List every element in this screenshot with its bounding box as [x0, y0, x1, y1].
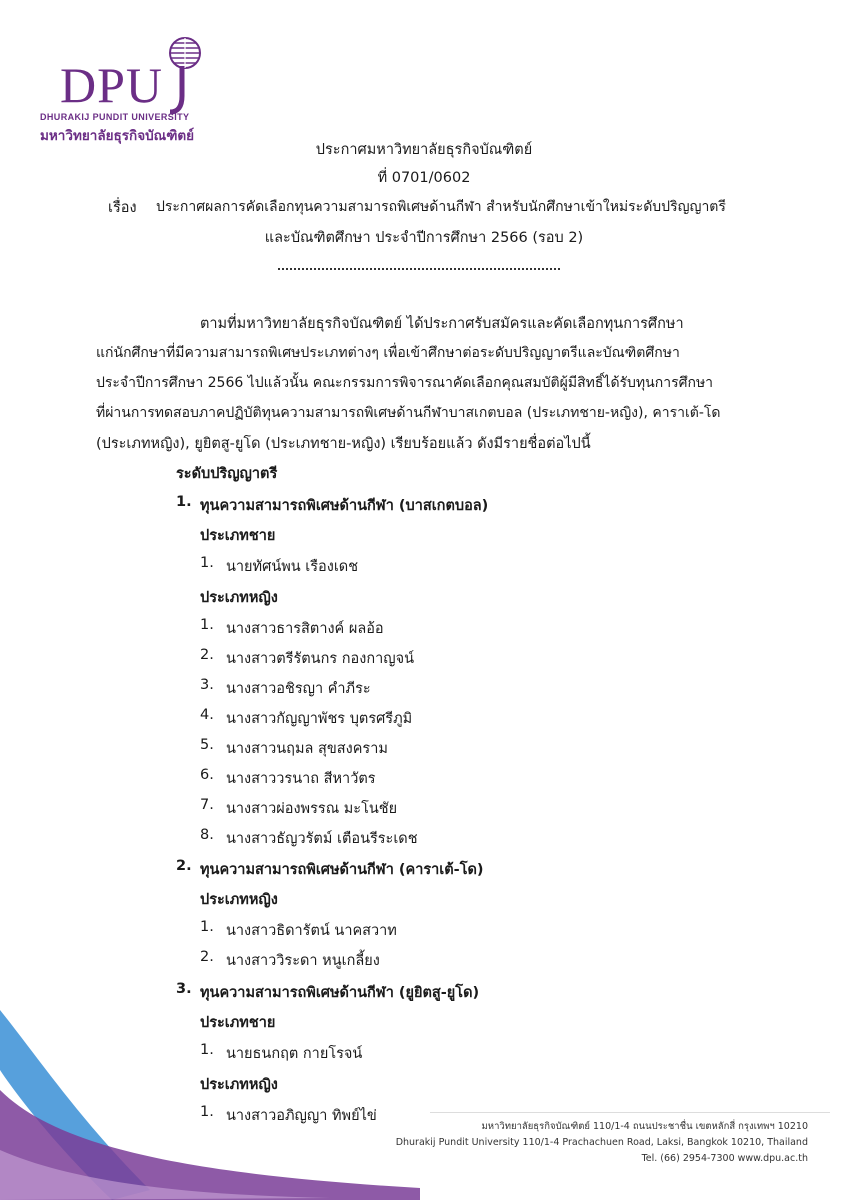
list-number: 5. — [200, 737, 214, 753]
subject-label: เรื่อง — [108, 200, 137, 216]
list-number: 1. — [200, 1042, 214, 1058]
body-line-3: ประจำปีการศึกษา 2566 ไปแล้วนั้น คณะกรรมการพิจารณาคัดเลือกคุณสมบัติผู้มีสิทธิ์ได้รับทุนการศึกษา — [96, 375, 714, 391]
footer-address-english: Dhurakij Pundit University 110/1-4 Prachachuen Road, Laksi, Bangkok 10210, Thailand — [395, 1137, 808, 1148]
section-3-female-label: ประเภทหญิง — [200, 1077, 278, 1093]
body-line-1: ตามที่มหาวิทยาลัยธุรกิจบัณฑิตย์ ได้ประกาศรับสมัครและคัดเลือกทุนการศึกษา — [200, 316, 684, 332]
list-item: นางสาวผ่องพรรณ มะโนชัย — [226, 801, 398, 817]
list-item: นางสาวอชิรญา คำภีระ — [226, 681, 371, 697]
subject-line-1: ประกาศผลการคัดเลือกทุนความสามารถพิเศษด้านกีฬา สำหรับนักศึกษาเข้าใหม่ระดับปริญญาตรี — [156, 199, 726, 215]
list-number: 2. — [200, 949, 214, 965]
section-1-male-label: ประเภทชาย — [200, 528, 276, 544]
list-item: นางสาวธัญวรัตม์ เตือนรีระเดช — [226, 831, 418, 847]
list-item: นางสาววรนาถ สีหาวัตร — [226, 771, 376, 787]
list-number: 2. — [200, 647, 214, 663]
list-item: นางสาวอภิญญา ทิพย์ไข่ — [226, 1108, 377, 1124]
list-item: นายทัศน์พน เรืองเดช — [226, 559, 359, 575]
list-number: 1. — [200, 555, 214, 571]
announcement-title: ประกาศมหาวิทยาลัยธุรกิจบัณฑิตย์ — [315, 142, 533, 158]
list-item: นางสาวธิดารัตน์ นาคสวาท — [226, 923, 397, 939]
level-heading: ระดับปริญญาตรี — [176, 466, 278, 482]
footer-divider — [430, 1112, 830, 1113]
globe-icon — [168, 36, 202, 70]
section-3-number: 3. — [176, 981, 192, 997]
list-number: 1. — [200, 617, 214, 633]
logo-english-name: DHURAKIJ PUNDIT UNIVERSITY — [40, 112, 190, 122]
section-2-female-label: ประเภทหญิง — [200, 892, 278, 908]
list-number: 8. — [200, 827, 214, 843]
section-3-male-label: ประเภทชาย — [200, 1015, 276, 1031]
section-1-number: 1. — [176, 494, 192, 510]
logo-stem-icon — [166, 66, 186, 116]
body-line-2: แก่นักศึกษาที่มีความสามารถพิเศษประเภทต่างๆ เพื่อเข้าศึกษาต่อระดับปริญญาตรีและบัณฑิตศึกษา — [96, 345, 680, 361]
divider — [278, 268, 560, 270]
logo-thai-name: มหาวิทยาลัยธุรกิจบัณฑิตย์ — [40, 128, 195, 144]
list-number: 4. — [200, 707, 214, 723]
list-item: นางสาวตรีรัตนกร กองกาญจน์ — [226, 651, 415, 667]
section-2-number: 2. — [176, 858, 192, 874]
decorative-swoosh — [0, 1000, 848, 1200]
list-item: นางสาววิระดา หนูเกลี้ยง — [226, 953, 380, 969]
footer-contact: Tel. (66) 2954-7300 www.dpu.ac.th — [641, 1153, 808, 1164]
subject-line-2: และบัณฑิตศึกษา ประจำปีการศึกษา 2566 (รอบ 2) — [264, 230, 584, 246]
list-number: 1. — [200, 919, 214, 935]
announcement-number: ที่ 0701/0602 — [377, 170, 471, 186]
list-item: นางสาวกัญญาพัชร บุตรศรีภูมิ — [226, 711, 413, 727]
logo-brand: DPU — [60, 57, 164, 113]
body-line-4: ที่ผ่านการทดสอบภาคปฏิบัติทุนความสามารถพิเศษด้านกีฬาบาสเกตบอล (ประเภทชาย-หญิง), คาราเต้-โด — [96, 405, 721, 421]
footer — [396, 1119, 808, 1167]
section-1-title: ทุนความสามารถพิเศษด้านกีฬา (บาสเกตบอล) — [200, 498, 489, 514]
section-3-title: ทุนความสามารถพิเศษด้านกีฬา (ยูยิตสู-ยูโด) — [200, 985, 480, 1001]
list-item: นายธนกฤต กายโรจน์ — [226, 1046, 363, 1062]
list-item: นางสาวนฤมล สุขสงคราม — [226, 741, 388, 757]
body-line-5: (ประเภทหญิง), ยูยิตสู-ยูโด (ประเภทชาย-หญิง) เรียบร้อยแล้ว ดังมีรายชื่อต่อไปนี้ — [96, 436, 591, 452]
footer-address-thai: มหาวิทยาลัยธุรกิจบัณฑิตย์ 110/1-4 ถนนประชาชื่น เขตหลักสี่ กรุงเทพฯ 10210 — [481, 1121, 808, 1132]
list-number: 1. — [200, 1104, 214, 1120]
list-item: นางสาวธารสิตางค์ ผลอ้อ — [226, 621, 384, 637]
section-2-title: ทุนความสามารถพิเศษด้านกีฬา (คาราเต้-โด) — [200, 862, 484, 878]
list-number: 6. — [200, 767, 214, 783]
list-number: 3. — [200, 677, 214, 693]
section-1-female-label: ประเภทหญิง — [200, 590, 278, 606]
list-number: 7. — [200, 797, 214, 813]
